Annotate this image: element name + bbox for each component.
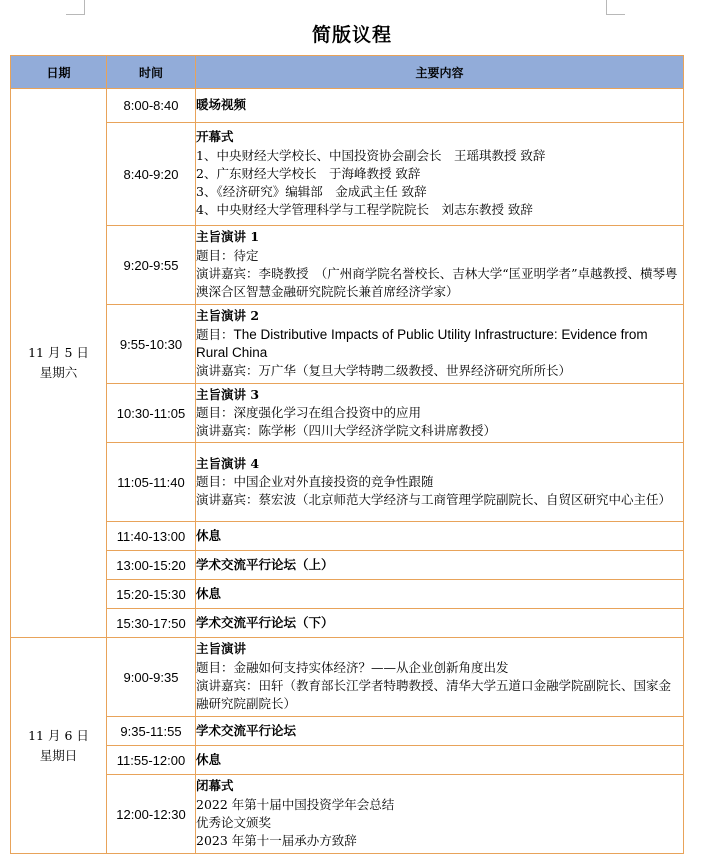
content-cell [196, 89, 684, 123]
content-line: 优秀论文颁奖 [196, 815, 272, 830]
table-row [11, 746, 684, 775]
content-cell [196, 226, 684, 305]
session-heading: 学术交流平行论坛（上） [196, 556, 334, 572]
content-cell [196, 609, 684, 638]
session-heading: 休息 [196, 585, 222, 601]
table-row [11, 89, 684, 123]
content-cell [196, 580, 684, 609]
content-line: 题目：金融如何支持实体经济？——从企业创新角度出发 [196, 659, 509, 675]
time-cell: 15:20-15:30 [107, 580, 196, 609]
session-heading: 学术交流平行论坛 [196, 722, 297, 738]
content-cell [196, 305, 684, 384]
time-cell: 9:20-9:55 [107, 226, 196, 305]
table-row [11, 580, 684, 609]
table-row [11, 638, 684, 717]
time-cell: 9:00-9:35 [107, 638, 196, 717]
content-line: 2022 年第十届中国投资学年会总结 [196, 796, 395, 812]
date-cell-day1 [11, 89, 107, 638]
table-row [11, 775, 684, 854]
page-title: 简版议程 [311, 24, 392, 46]
content-line: 演讲嘉宾：万广华（复旦大学特聘二级教授、世界经济研究所所长） [196, 363, 572, 379]
content-line: 2023 年第十一届承办方致辞 [196, 833, 357, 849]
session-heading: 开幕式 [196, 129, 234, 145]
session-heading: 主旨演讲 1 [196, 229, 260, 245]
time-cell: 11:55-12:00 [107, 746, 196, 775]
session-heading: 闭幕式 [196, 778, 234, 794]
content-cell [196, 551, 684, 580]
date-label: 11 月 6 日 [28, 727, 89, 743]
content-line: 2、广东财经大学校长 于海峰教授 致辞 [196, 165, 421, 181]
time-cell: 8:40-9:20 [107, 123, 196, 226]
header-content: 主要内容 [196, 56, 684, 89]
talk-title-english: The Distributive Impacts of Public Utility Infrastructure: Evidence from Rural China [196, 326, 648, 360]
table-row [11, 522, 684, 551]
table-header-row [11, 56, 684, 89]
content-line: 3、《经济研究》编辑部 金成武主任 致辞 [196, 184, 427, 200]
content-line: 演讲嘉宾：蔡宏波（北京师范大学经济与工商管理学院副院长、自贸区研究中心主任） [196, 492, 672, 508]
content-cell [196, 746, 684, 775]
time-cell: 15:30-17:50 [107, 609, 196, 638]
content-cell [196, 522, 684, 551]
content-line: 4、中央财经大学管理科学与工程学院院长 刘志东教授 致辞 [196, 202, 533, 218]
page-corner-mark [66, 0, 85, 15]
table-row [11, 226, 684, 305]
session-heading: 暖场视频 [196, 97, 247, 113]
content-line: 题目：深度强化学习在组合投资中的应用 [196, 404, 422, 420]
session-heading: 主旨演讲 4 [196, 455, 260, 471]
table-row [11, 609, 684, 638]
content-line: 演讲嘉宾：田轩（教育部长江学者特聘教授、清华大学五道口金融学院副院长、国家金融研究院副院长） [196, 678, 672, 712]
session-heading: 主旨演讲 2 [196, 308, 260, 324]
time-cell: 12:00-12:30 [107, 775, 196, 854]
content-line: 题目：中国企业对外直接投资的竞争性跟随 [196, 473, 434, 489]
date-cell-day2 [11, 638, 107, 854]
session-heading: 休息 [196, 527, 222, 543]
time-cell: 10:30-11:05 [107, 384, 196, 443]
agenda-table [10, 55, 684, 854]
date-label: 11 月 5 日 [28, 345, 89, 360]
page-corner-mark [606, 0, 625, 15]
table-row [11, 717, 684, 746]
content-line: 演讲嘉宾：李晓教授 （广州商学院名誉校长、吉林大学“匡亚明学者”卓越教授、横琴粤澳深合区智慧金融研究院院长兼首席经济学家） [196, 266, 678, 300]
session-heading: 学术交流平行论坛（下） [196, 614, 334, 630]
content-line: 演讲嘉宾：陈学彬（四川大学经济学院文科讲席教授） [196, 423, 497, 439]
header-date: 日期 [11, 56, 107, 89]
time-cell: 9:35-11:55 [107, 717, 196, 746]
content-line: 题目：待定 [196, 247, 259, 263]
content-line: 1、中央财经大学校长、中国投资协会副会长 王瑶琪教授 致辞 [196, 147, 546, 163]
header-time: 时间 [107, 56, 196, 89]
table-row [11, 384, 684, 443]
table-row [11, 551, 684, 580]
weekday-label: 星期日 [39, 747, 78, 763]
session-heading: 主旨演讲 [196, 641, 247, 657]
talk-title [196, 326, 683, 363]
content-cell [196, 775, 684, 854]
time-cell: 13:00-15:20 [107, 551, 196, 580]
session-heading: 休息 [196, 751, 222, 767]
table-row [11, 123, 684, 226]
table-row [11, 305, 684, 384]
table-row [11, 443, 684, 522]
session-heading: 主旨演讲 3 [196, 386, 260, 402]
time-cell: 11:40-13:00 [107, 522, 196, 551]
time-cell: 8:00-8:40 [107, 89, 196, 123]
time-cell: 9:55-10:30 [107, 305, 196, 384]
time-cell: 11:05-11:40 [107, 443, 196, 522]
content-cell [196, 717, 684, 746]
talk-title-label: 题目： [196, 326, 234, 342]
content-cell [196, 443, 684, 522]
content-cell [196, 638, 684, 717]
content-cell [196, 384, 684, 443]
weekday-label: 星期六 [39, 365, 78, 380]
content-cell [196, 123, 684, 226]
